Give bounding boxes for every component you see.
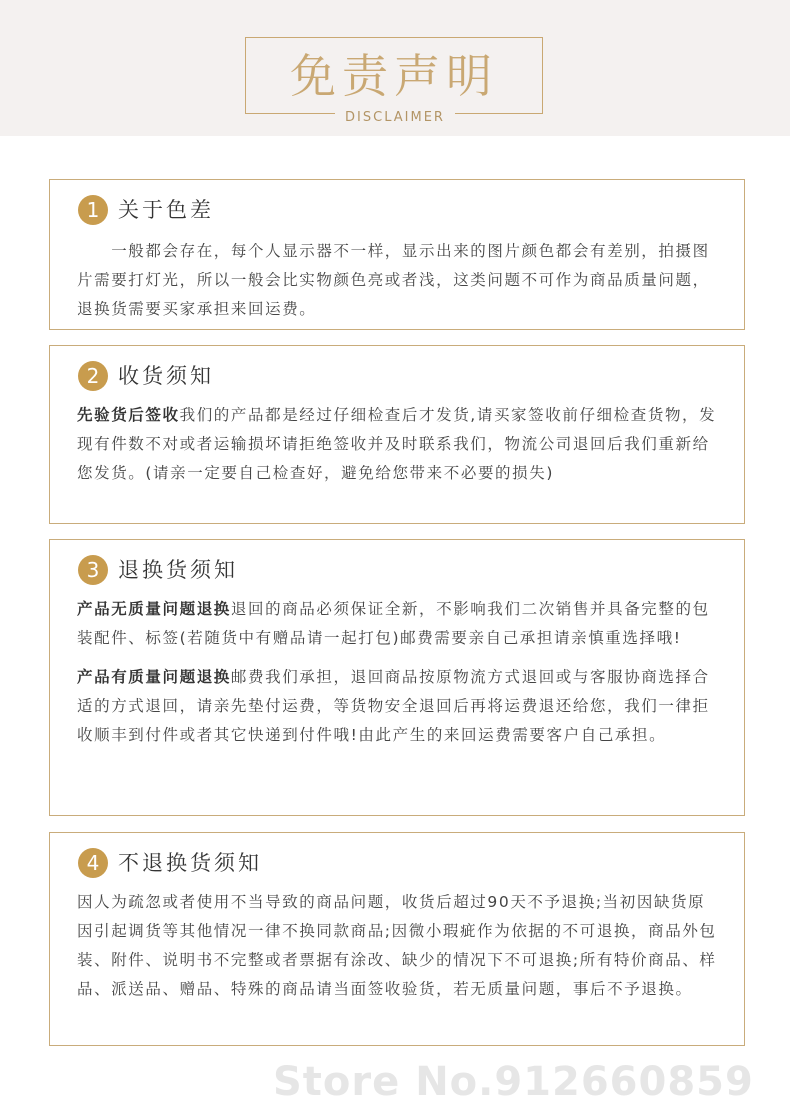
title-frame — [245, 37, 543, 114]
section-paragraph — [77, 401, 722, 488]
section-number-badge: 1 — [78, 195, 108, 225]
section-title: 关于色差 — [118, 198, 214, 222]
paragraph-text: 邮费我们承担，退回商品按原物流方式退回或与客服协商选择合适的方式退回，请亲先垫付运费，等货物安全退回后再将运费退还给您，我们一律拒收顺丰到付件或者其它快递到付件哦!由此产生的来回运费需要客户自己承担。 — [77, 668, 710, 744]
section-heading — [78, 195, 214, 229]
section-heading — [78, 361, 214, 395]
paragraph-lead: 产品有质量问题退换 — [77, 668, 231, 686]
page-title: 免责声明 — [290, 49, 498, 103]
section-receiving-notice — [49, 345, 745, 524]
store-watermark: Store No.912660859 — [273, 1059, 754, 1105]
section-title: 收货须知 — [118, 364, 214, 388]
section-color-difference — [49, 179, 745, 330]
section-body — [77, 595, 722, 750]
page-subtitle: DISCLAIMER — [335, 110, 455, 126]
section-paragraph — [77, 888, 722, 1004]
section-body — [77, 401, 722, 488]
section-paragraph — [77, 595, 722, 653]
section-title: 退换货须知 — [118, 558, 238, 582]
section-paragraph — [77, 663, 722, 750]
section-heading — [78, 555, 238, 589]
section-body — [77, 888, 722, 1004]
section-return-notice — [49, 539, 745, 816]
paragraph-lead: 先验货后签收 — [77, 406, 180, 424]
paragraph-text: 我们的产品都是经过仔细检查后才发货,请买家签收前仔细检查货物，发现有件数不对或者运输损坏请拒绝签收并及时联系我们，物流公司退回后我们重新给您发货。(请亲一定要自己检查好，避免给您带来不必要的损失) — [77, 406, 717, 482]
section-number-badge: 4 — [78, 848, 108, 878]
section-non-returnable — [49, 832, 745, 1046]
section-paragraph — [77, 237, 722, 324]
section-number-badge: 2 — [78, 361, 108, 391]
section-title: 不退换货须知 — [118, 851, 262, 875]
paragraph-text: 因人为疏忽或者使用不当导致的商品问题，收货后超过90天不予退换;当初因缺货原因引起调货等其他情况一律不换同款商品;因微小瑕疵作为依据的不可退换，商品外包装、附件、说明书不完整或者票据有涂改、缺少的情况下不可退换;所有特价商品、样品、派送品、赠品、特殊的商品请当面签收验货，若无质量问题，事后不予退换。 — [77, 893, 717, 998]
section-heading — [78, 848, 262, 882]
section-body — [77, 237, 722, 324]
paragraph-text: 退回的商品必须保证全新，不影响我们二次销售并具备完整的包装配件、标签(若随货中有赠品请一起打包)邮费需要亲自己承担请亲慎重选择哦! — [77, 600, 710, 647]
subtitle-wrap — [0, 106, 790, 125]
section-number-badge: 3 — [78, 555, 108, 585]
paragraph-text: 一般都会存在，每个人显示器不一样，显示出来的图片颜色都会有差别，拍摄图片需要打灯光，所以一般会比实物颜色亮或者浅，这类问题不可作为商品质量问题，退换货需要买家承担来回运费。 — [77, 242, 710, 318]
paragraph-lead: 产品无质量问题退换 — [77, 600, 231, 618]
